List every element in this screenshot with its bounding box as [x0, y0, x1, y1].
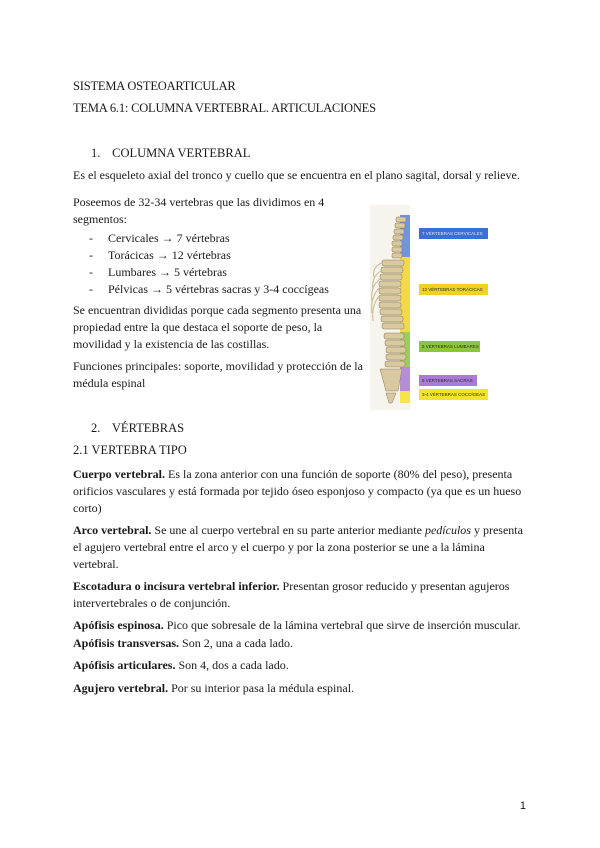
section-number: 1.	[91, 146, 101, 160]
page-number: 1	[519, 800, 526, 812]
list-item: - Cervicales → 7 vértebras	[89, 231, 230, 245]
term: Arco vertebral.	[73, 523, 152, 537]
document-subtitle: TEMA 6.1: COLUMNA VERTEBRAL. ARTICULACIONES	[73, 101, 376, 115]
segments-list	[73, 230, 353, 298]
arco-vertebral-paragraph: Arco vertebral. Se une al cuerpo vertebral en su parte anterior mediante pedículos y presenta el agujero vertebral entre el arco y el cuerpo y por la zona posterior se une a la lámina vertebral.	[73, 523, 523, 571]
section-title: VÉRTEBRAS	[111, 421, 185, 435]
term: Apófisis transversas.	[73, 636, 180, 650]
label-coccigeas: 3-4 VÉRTEBRAS COCCÍGEAS	[419, 389, 488, 400]
definition-paragraph: Es el esqueleto axial del tronco y cuello que se encuentra en el plano sagital, dorsal y relieve.	[73, 168, 520, 182]
term: Escotadura o incisura vertebral inferior.	[73, 579, 280, 593]
italic-term: pedículos	[424, 523, 471, 537]
section-heading-vertebras	[91, 420, 184, 437]
apofisis-articulares-paragraph: Apófisis articulares. Son 4, dos a cada lado.	[73, 658, 289, 672]
document-title: SISTEMA OSTEOARTICULAR	[73, 79, 236, 93]
functions-paragraph: Funciones principales: soporte, movilidad y protección de la médula espinal	[73, 359, 363, 390]
escotadura-paragraph: Escotadura o incisura vertebral inferior. Presentan grosor reducido y presentan agujeros intervertebrales o de conjunción.	[73, 579, 510, 610]
spine-figure	[370, 205, 496, 410]
apofisis-espinosa-paragraph: Apófisis espinosa. Pico que sobresale de la lámina vertebral que sirve de inserción muscular.	[73, 618, 521, 632]
apofisis-transversas-paragraph: Apófisis transversas. Son 2, una a cada lado.	[73, 636, 293, 650]
list-item: - Torácicas → 12 vértebras	[89, 248, 231, 262]
label-sacras: 5 VÉRTEBRAS SACRAS	[419, 375, 477, 386]
subsection-heading: 2.1 VERTEBRA TIPO	[73, 443, 187, 457]
segments-paragraph: Se encuentran divididas porque cada segmento presenta una propiedad entre la que destaca el soporte de peso, la movilidad y la existencia de las costillas.	[73, 303, 362, 351]
label-cervicales: 7 VÉRTEBRAS CERVICALES	[419, 228, 488, 239]
agujero-vertebral-paragraph: Agujero vertebral. Por su interior pasa la médula espinal.	[73, 681, 355, 695]
section-heading-columna	[91, 145, 250, 162]
label-lumbares: 5 VÉRTEBRAS LUMBARES	[419, 341, 480, 352]
term: Agujero vertebral.	[73, 681, 169, 695]
term: Apófisis espinosa.	[73, 618, 164, 632]
section-title: COLUMNA VERTEBRAL	[112, 146, 251, 160]
term: Cuerpo vertebral.	[73, 467, 165, 481]
list-item: - Lumbares → 5 vértebras	[89, 265, 227, 279]
section-number: 2.	[91, 421, 101, 435]
intro-paragraph: Poseemos de 32-34 vertebras que las dividimos en 4 segmentos:	[73, 195, 325, 226]
label-toracicas: 12 VÉRTEBRAS TORÁCICAS	[419, 284, 488, 295]
list-item: - Pélvicas → 5 vértebras sacras y 3-4 coccígeas	[89, 282, 329, 296]
cuerpo-vertebral-paragraph: Cuerpo vertebral. Es la zona anterior con una función de soporte (80% del peso), presenta orificios vasculares y está formada por tejido óseo esponjoso y compacto (ya que es un hueso corto)	[73, 467, 522, 515]
term: Apófisis articulares.	[73, 658, 176, 672]
